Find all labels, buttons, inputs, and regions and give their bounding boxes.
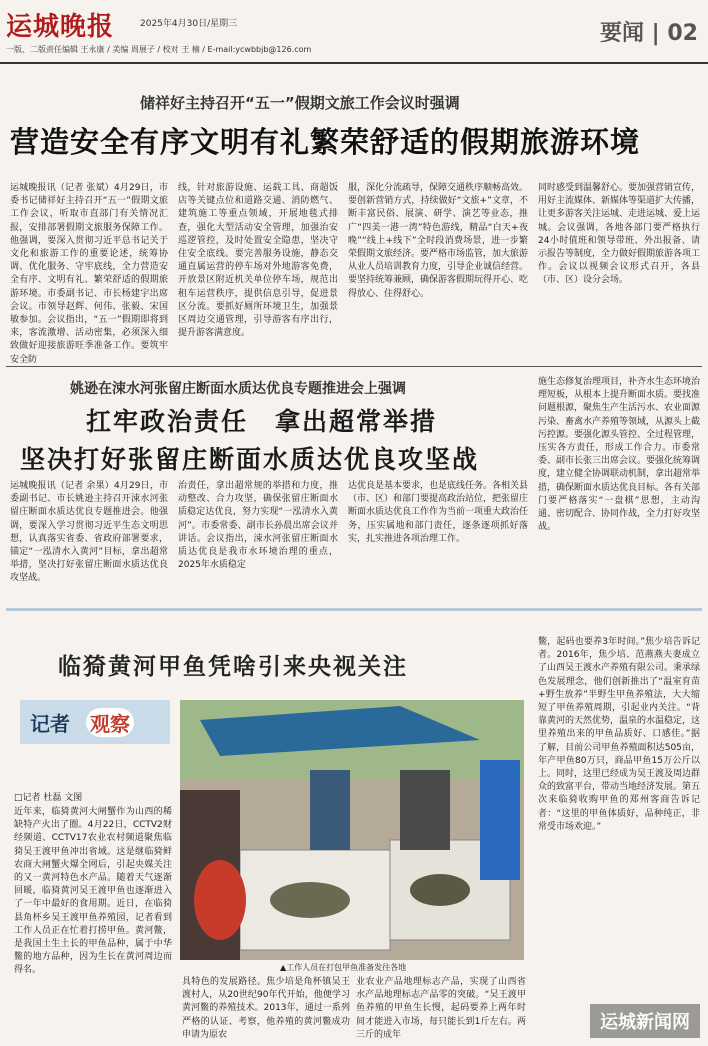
article-3-col-1: 近年来，临猗黄河大闸蟹作为山西的稀缺特产火出了圈。4月22日，CCTV2财经频道、CCTV17农业农村频道聚焦临猗吴王渡甲鱼冲出省域。这是继临猗鲜农商大闸蟹火爆全网后，引起央媒关注的又一黄河特色水产品。随着天气逐渐回暖，临猗黄河吴王渡甲鱼也逐渐进入了一年中最好的食用期。近日，在临猗县角杯乡吴王渡甲鱼养殖园，记者看到工作人员正在忙着打捞甲鱼。黄河鳖，是我国土生土长的甲鱼品种，属于中华鳖的地方品种，因为生长在黄河周边而得名。 (14, 807, 172, 976)
divider-thick (6, 608, 702, 611)
reporter-observation-badge (20, 700, 170, 744)
article-3-byline: □记者 杜磊 文图 (14, 793, 83, 803)
article-1-col-4: 同时感受到温馨舒心。要加强营销宣传，用好主流媒体、新媒体等渠道扩大传播，让更多游客关注运城、走进运城、爱上运城。会议强调，各地各部门要严格执行24小时值班和领导带班、外出报备、请示报告等制度，全力做好假期旅游各项工作。会议以视频会议形式召开，各县（市、区）设分会场。 (538, 183, 701, 286)
article-3-col-2: 具特色的发展路径。焦少培是角杯镇吴王渡村人，从20世纪90年代开始，他便学习黄河鳖的养殖技术。2013年，通过一系列严格的认证、考察，他养殖的黄河鳖成功申请为原农 (182, 977, 350, 1040)
article-1-col-2: 线，针对旅游设施、运载工具、商超饭店等关键点位和道路交通、消防燃气、建筑施工等重点领域，开展地毯式排查，强化大型活动安全管理，加强治安巡逻管控，及时处置安全隐患，坚决守住安全底线。要完善服务设施，静态交通直属运营的停车场对外地游客免费，开放景区附近机关单位停车场，规范出租车运营秩序，提供信息引导，促进景区分流。要抓好厕所环境卫生，加强景区周边交通管理，引导游客有序出行，提升游客满意度。 (178, 183, 338, 339)
badge-text-b: 观察 (86, 708, 134, 737)
article-1-col-3: 服，深化分流疏导，保障交通秩序顺畅高效。要创新营销方式，持续做好“文旅+”文章，不断丰富民俗、展演、研学、演艺等业态，推广“四美一港一湾”特色游线，精品“白天+夜晚”“线上+线下”全时段消费场景，进一步繁荣假期文旅经济。要严格市场监管，加大旅游从业人员培训教育力度，引导企业诚信经营。要坚持统筹兼顾，确保游客假期玩得开心、吃得放心、住得舒心。 (348, 183, 529, 299)
article-2-subtitle: 姚逊在涑水河张留庄断面水质达优良专题推进会上强调 (70, 381, 406, 397)
article-3-col-4: 鳖，起码也要养3年时间。”焦少培告诉记者。2016年，焦少培、范燕燕夫妻成立了山西吴王渡水产养殖有限公司。秉承绿色发展理念，他们创新推出了“温室育苗+野生放养”半野生甲鱼养殖法，大大缩短了甲鱼养殖周期，引起业内关注。“背靠黄河的天然优势，温泉的水温稳定，这里养殖出来的甲鱼品质好、口感佳。”据了解，目前公司甲鱼养殖面积达505亩，年产甲鱼80万只，商品甲鱼15万公斤以上。同时，这里已经成为吴王渡及周边群众的致富平台，带动当地经济发展。第五次来临猗收购甲鱼的郑州客商告诉记者：“这里的甲鱼体质好，品种纯正，非常受市场欢迎。” (538, 637, 701, 832)
masthead (0, 0, 708, 64)
editor-credits: 一版、二版责任编辑 王永康 / 美编 周展子 / 校对 王 楠 / E-mail:ycwbbjb@126.com (6, 45, 312, 54)
photo-caption: ▲工作人员在打包甲鱼准备发往各地 (280, 963, 407, 972)
article-3-col-3: 业农业产品地理标志产品，实现了山西省水产品地理标志产品零的突破。“吴王渡甲鱼养殖的甲鱼生长慢，起码要养上两年时间才能进入市场，每只能长到1斤左右。两三斤的成年 (356, 977, 526, 1040)
badge-text-a: 记者 (30, 712, 70, 736)
news-photo (180, 700, 524, 960)
divider (6, 366, 702, 367)
article-2-right-col: 施生态修复治理项目，补齐水生态环境治理短板，从根本上提升断面水质。要找准问题根源，聚焦生产生活污水、农业面源污染、畜禽水产养殖等领域，从源头上截污控源。要强化源头管控、全过程管理，压实各方责任，形成工作合力。市委常委、副市长张三出席会议。要强化统筹调度，建立健全协调联动机制，拿出超常举措，确保断面水质达优良目标。各有关部门要严格落实“一盘棋”思想，主动沟通、密切配合、协同作战，全力打好攻坚战。 (538, 377, 701, 533)
article-2-col-1: 运城晚报讯（记者 余果）4月29日，市委副书记、市长姚逊主持召开涑水河张留庄断面水质达优良专题推进会。他强调，要深入学习贯彻习近平生态文明思想，认真落实省委、省政府部署要求，锚定“一泓清水入黄河”目标，拿出超常举措，坚决打好张留庄断面水质达优良攻坚战。 (10, 481, 168, 584)
section-label: 要闻 | 02 (600, 21, 698, 46)
article-2-col-2: 治责任，拿出超常规的举措和力度，推动整改、合力攻坚，确保张留庄断面水质稳定达优良，努力实现“一泓清水入黄河”。市委常委、副市长孙晨出席会议并讲话。会议指出，涑水河张留庄断面水质达优良是我市水环境治理的重点，2025年水质稳定 (178, 481, 338, 571)
issue-date: 2025年4月30日/星期三 (140, 19, 238, 29)
photo-illustration (180, 700, 524, 960)
article-1-col-1: 运城晚报讯（记者 张斌）4月29日，市委书记储祥好主持召开“五一”假期文旅工作会议，听取市直部门有关情况汇报，安排部署假期文旅服务保障工作。他强调，要深入贯彻习近平总书记关于文化和旅游工作的重要论述，统筹协调、优化服务、守牢底线，全力营造安全有序、文明有礼、繁荣舒适的假期旅游环境。市委副书记、市长杨建宇出席会议。市领导赵辉、何伟、张毅、宋国敏参加。会议指出，“五一”假期即将到来，客流激增、活动密集，必须深入细致做好迎接旅游旺季准备工作。要筑牢安全防 (10, 183, 168, 365)
article-2-col-3: 达优良是基本要求，也是底线任务。各相关县（市、区）和部门要提高政治站位，把张留庄断面水质达优良工作作为当前一项重大政治任务，压实属地和部门责任，逐条逐项抓好落实，扎实推进各项治理工作。 (348, 481, 529, 544)
article-2-headline-a: 扛牢政治责任 拿出超常举措 (86, 407, 438, 436)
newspaper-logo: 运城晚报 (6, 12, 115, 42)
article-1-headline: 营造安全有序文明有礼繁荣舒适的假期旅游环境 (10, 125, 641, 159)
article-2-headline-b: 坚决打好张留庄断面水质达优良攻坚战 (20, 445, 480, 474)
site-watermark: 运城新闻网 (590, 1004, 700, 1038)
article-3-headline: 临猗黄河甲鱼凭啥引来央视关注 (58, 654, 408, 680)
article-1-subtitle: 储祥好主持召开“五一”假期文旅工作会议时强调 (140, 94, 460, 112)
